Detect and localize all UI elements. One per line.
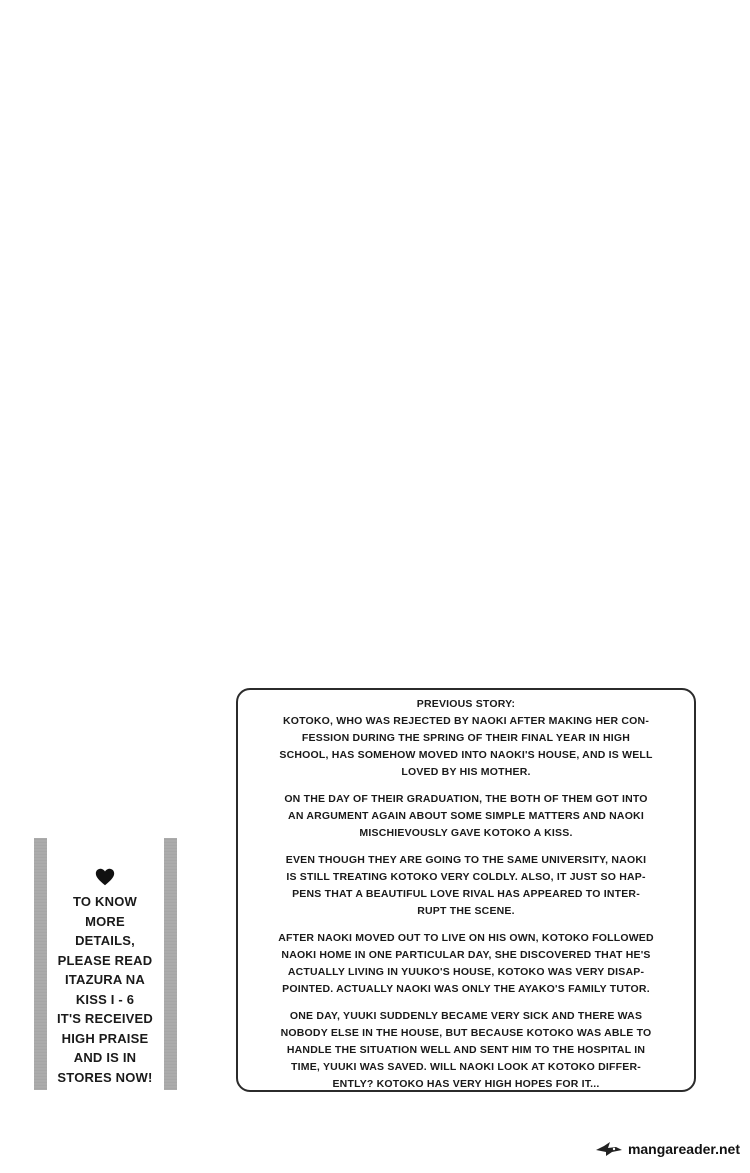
watermark [594, 1140, 740, 1158]
previous-story-box [236, 688, 696, 1092]
story-paragraph-4: AFTER NAOKI MOVED OUT TO LIVE ON HIS OWN, KOTOKO FOLLOWED NAOKI HOME IN ONE PARTICULAR DAY, SHE DISCOVERED THAT HE'S ACTUALLY LIVING IN YUUKO'S HOUSE, KOTOKO WAS VERY DISAP- POINTED. ACTUALLY NAOKI WAS ONLY THE AYAKO'S FAMILY TUTOR. [278, 932, 654, 995]
story-paragraph-1: KOTOKO, WHO WAS REJECTED BY NAOKI AFTER MAKING HER CON- FESSION DURING THE SPRING OF THEIR FINAL YEAR IN HIGH SCHOOL, HAS SOMEHOW MOVED INTO NAOKI'S HOUSE, AND IS WELL LOVED BY HIS MOTHER. [279, 715, 653, 778]
side-bar-right [164, 838, 177, 1090]
watermark-text[interactable]: mangareader.net [627, 1141, 740, 1157]
promo-text: TO KNOW MORE DETAILS, PLEASE READ ITAZURA NA KISS I - 6 IT'S RECEIVED HIGH PRAISE AND IS IN STORES NOW! [57, 894, 153, 1085]
heart-icon [94, 866, 116, 888]
story-paragraph-3: EVEN THOUGH THEY ARE GOING TO THE SAME UNIVERSITY, NAOKI IS STILL TREATING KOTOKO VERY COLDLY. ALSO, IT JUST SO HAP- PENS THAT A BEAUTIFUL LOVE RIVAL HAS APPEARED TO INTER- RUPT THE SCENE. [285, 854, 647, 917]
story-paragraph-2: ON THE DAY OF THEIR GRADUATION, THE BOTH OF THEM GOT INTO AN ARGUMENT AGAIN ABOUT SOME SIMPLE MATTERS AND NAOKI MISCHIEVOUSLY GAVE KOTOKO A KISS. [284, 793, 648, 839]
bird-logo-icon [594, 1140, 624, 1158]
side-bar-left [34, 838, 47, 1090]
story-paragraph-5: ONE DAY, YUUKI SUDDENLY BECAME VERY SICK AND THERE WAS NOBODY ELSE IN THE HOUSE, BUT BECAUSE KOTOKO WAS ABLE TO HANDLE THE SITUATION WELL AND SENT HIM TO THE HOSPITAL IN TIME, YUUKI WAS SAVED. WILL NAOKI LOOK AT KOTOKO DIFFER- ENTLY? KOTOKO HAS VERY HIGH HOPES FOR IT... [280, 1010, 652, 1090]
story-heading: PREVIOUS STORY: [416, 698, 516, 710]
